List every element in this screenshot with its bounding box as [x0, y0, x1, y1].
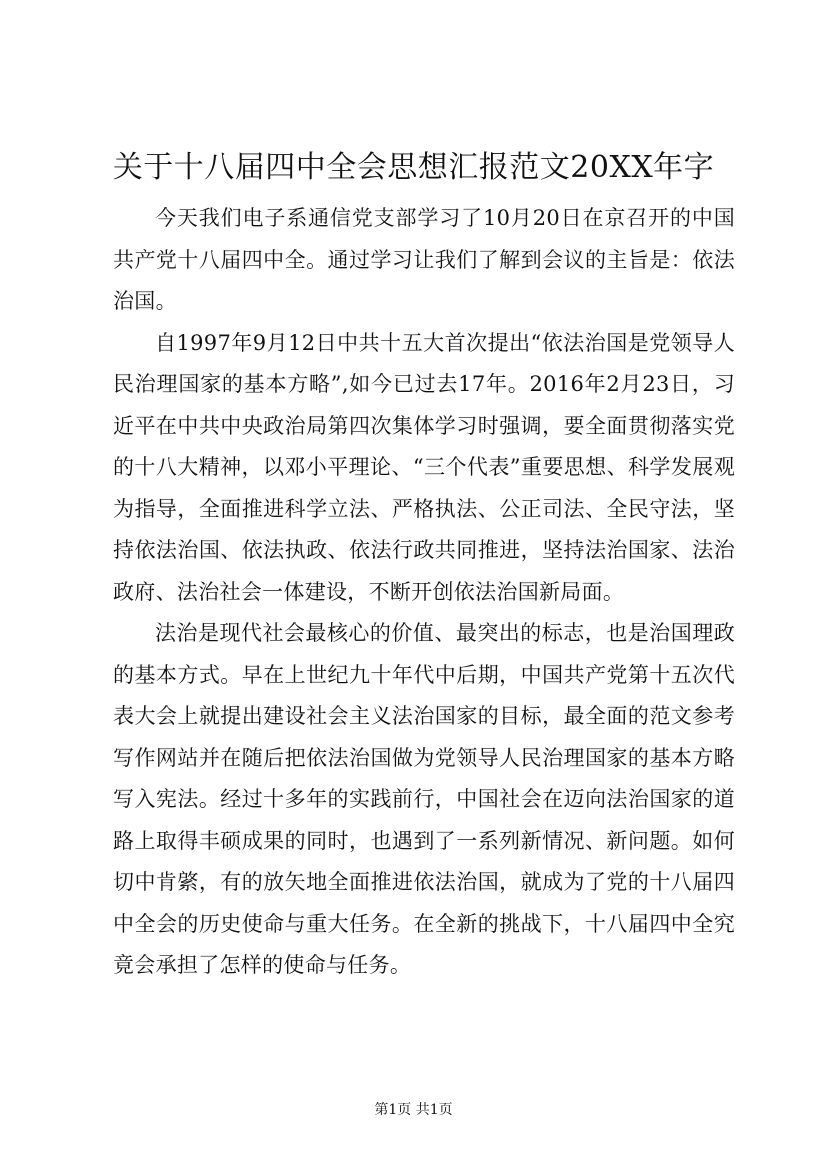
document-body — [113, 198, 735, 987]
paragraph-1: 今天我们电子系通信党支部学习了10月20日在京召开的中国共产党十八届四中全。通过学习让我们了解到会议的主旨是：依法治国。 — [113, 206, 735, 313]
paragraph-3: 法治是现代社会最核心的价值、最突出的标志，也是治国理政的基本方式。早在上世纪九十年代中后期，中国共产党第十五次代表大会上就提出建设社会主义法治国家的目标，最全面的范文参考写作网站并在随后把依法治国做为党领导人民治理国家的基本方略写入宪法。经过十多年的实践前行，中国社会在迈向法治国家的道路上取得丰硕成果的同时，也遇到了一系列新情况、新问题。如何切中肯綮，有的放矢地全面推进依法治国，就成为了党的十八届四中全会的历史使命与重大任务。在全新的挑战下，十八届四中全究竟会承担了怎样的使命与任务。 — [113, 621, 735, 977]
page-footer: 第1页 共1页 — [374, 1102, 453, 1118]
paragraph-2: 自1997年9月12日中共十五大首次提出“依法治国是党领导人民治理国家的基本方略”,如今已过去17年。2016年2月23日，习近平在中共中央政治局第四次集体学习时强调，要全面贯彻落实党的十八大精神，以邓小平理论、“三个代表”重要思想、科学发展观为指导，全面推进科学立法、严格执法、公正司法、全民守法，坚持依法治国、依法执政、依法行政共同推进，坚持法治国家、法治政府、法治社会一体建设，不断开创依法治国新局面。 — [113, 330, 735, 604]
document-title: 关于十八届四中全会思想汇报范文20XX年字 — [112, 150, 715, 185]
